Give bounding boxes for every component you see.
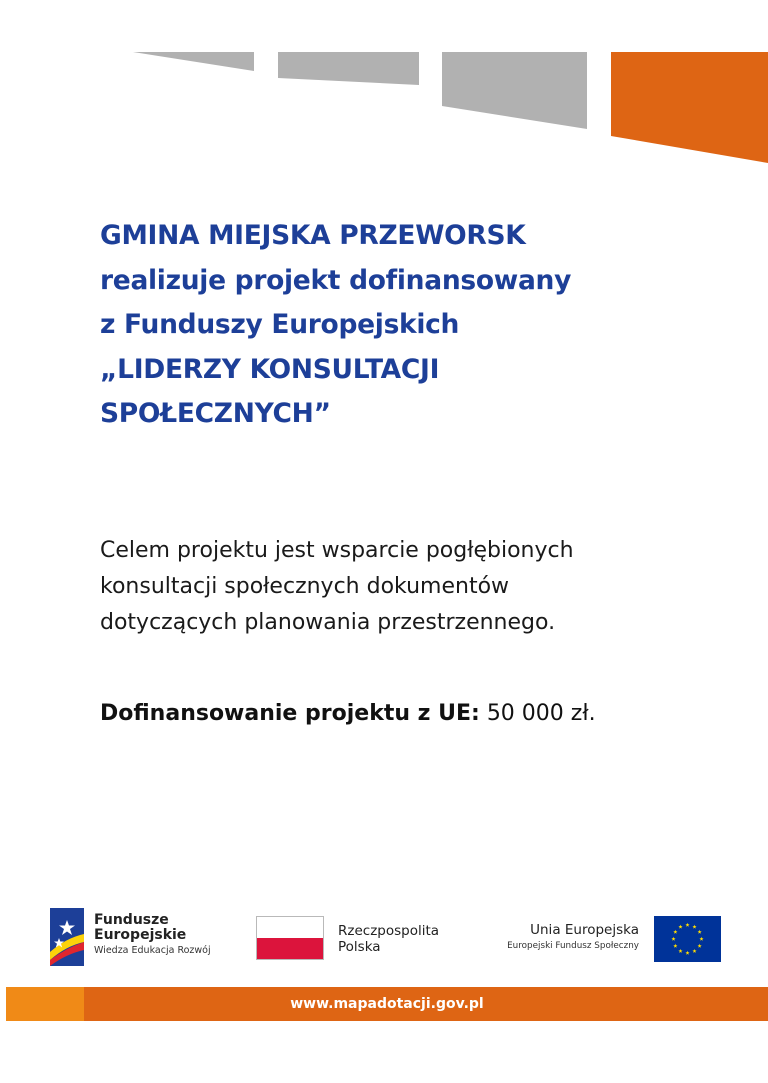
headline-line-4: „LIDERZY KONSULTACJI (100, 353, 440, 385)
rzeczpospolita-line-2: Polska (338, 939, 381, 955)
footer-url[interactable]: www.mapadotacji.gov.pl (290, 996, 484, 1012)
project-description (100, 533, 720, 641)
orange-shape (611, 52, 768, 163)
funding-amount: 50 000 zł. (486, 701, 596, 726)
description-line-2: konsultacji społecznych dokumentów (100, 574, 510, 599)
project-headline (100, 214, 700, 437)
headline-line-2: realizuje projekt dofinansowany (100, 264, 572, 296)
footer-bar (6, 987, 768, 1021)
rzeczpospolita-text (338, 923, 439, 955)
headline-line-5: SPOŁECZNYCH” (100, 398, 331, 429)
headline-line-1: GMINA MIEJSKA PRZEWORSK (100, 220, 526, 251)
description-line-3: dotyczących planowania przestrzennego. (100, 610, 556, 635)
rzeczpospolita-line-1: Rzeczpospolita (338, 923, 440, 939)
poland-flag-icon (256, 916, 324, 960)
fundusze-line-2: Europejskie (94, 927, 187, 943)
eu-fund: Europejski Fundusz Społeczny (507, 941, 639, 951)
fundusze-line-1: Fundusze (94, 912, 169, 928)
funding-statement (100, 696, 596, 732)
fundusze-europejskie-text (94, 913, 211, 959)
funding-label: Dofinansowanie projektu z UE: (100, 701, 480, 726)
logo-strip (0, 905, 768, 975)
headline-line-3: z Funduszy Europejskich (100, 309, 460, 340)
eu-flag-icon (654, 916, 721, 962)
eu-text (497, 921, 639, 953)
fundusze-program: Wiedza Edukacja Rozwój (94, 945, 211, 956)
gray-bar-2 (278, 52, 419, 85)
eu-name: Unia Europejska (530, 922, 639, 938)
description-line-1: Celem projektu jest wsparcie pogłębionych (100, 538, 574, 563)
fundusze-europejskie-logo-icon (50, 908, 84, 966)
header-decoration (0, 0, 768, 170)
gray-bar-1 (133, 52, 254, 71)
gray-bar-3 (442, 52, 587, 129)
